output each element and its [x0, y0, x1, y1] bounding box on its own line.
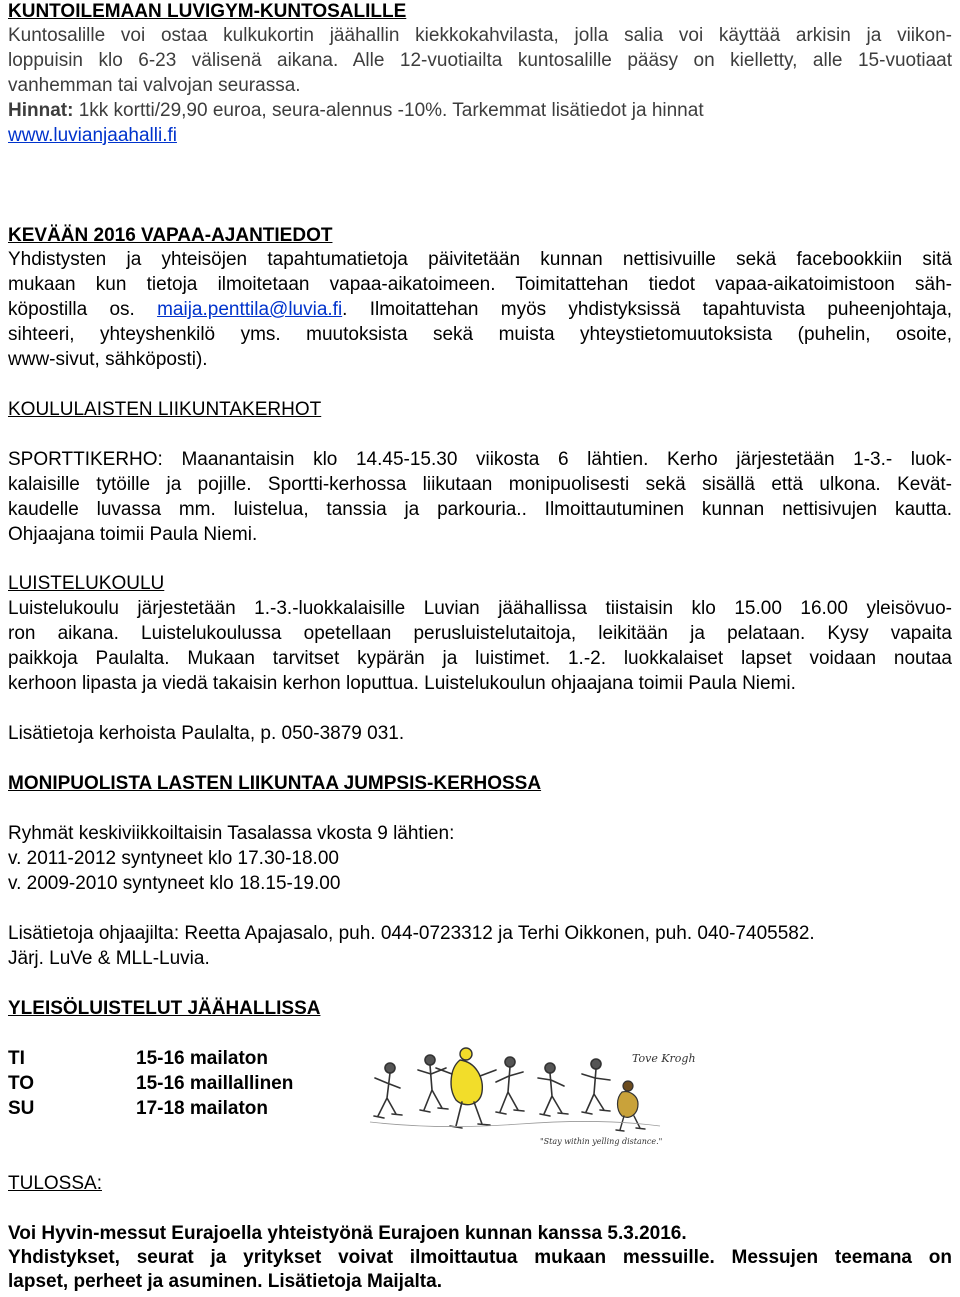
heading-yleisoluistelut: YLEISÖLUISTELUT JÄÄHALLISSA [8, 998, 321, 1019]
paragraph-line: Yhdistykset, seurat ja yritykset voivat ilmoittautua mukaan messuille. Messujen teemana on [8, 1247, 952, 1268]
heading-luistelukoulu: LUISTELUKOULU [8, 573, 165, 594]
schedule-day: TO [8, 1073, 35, 1094]
illustration-caption: "Stay within yelling distance." [540, 1137, 663, 1146]
paragraph-line: Lisätietoja ohjaajilta: Reetta Apajasalo, puh. 044-0723312 ja Terhi Oikkonen, puh. 040-7405582. [8, 923, 815, 944]
heading-kuntoilemaan: KUNTOILEMAAN LUVIGYM-KUNTOSALILLE [8, 1, 407, 22]
email-link[interactable]: maija.penttila@luvia.fi [157, 299, 343, 320]
schedule-time: 17-18 mailaton [136, 1098, 268, 1119]
yellow-skater-figure [436, 1048, 496, 1128]
paragraph-line [8, 99, 704, 123]
skater-figure-1 [374, 1063, 402, 1118]
text-segment: köpostilla os. [8, 299, 158, 320]
schedule-row [8, 1097, 268, 1121]
price-text: 1kk kortti/29,90 euroa, seura-alennus -10%. Tarkemmat lisätiedot ja hinnat [73, 100, 704, 121]
schedule-day: SU [8, 1098, 35, 1119]
paragraph-line: kaudelle luvassa mm. luistelua, tanssia ja parkouria.. Ilmoittautuminen kunnan nettisivujen kautta. [8, 499, 952, 520]
paragraph-line: v. 2009-2010 syntyneet klo 18.15-19.00 [8, 873, 341, 894]
paragraph-line: www-sivut, sähköposti). [8, 349, 208, 370]
paragraph-line: SPORTTIKERHO: Maanantaisin klo 14.45-15.30 viikosta 6 lähtien. Kerho järjestetään 1-3.- luok- [8, 449, 952, 470]
schedule-row [8, 1047, 268, 1071]
skating-illustration [360, 1038, 696, 1150]
heading-koululaisten: KOULULAISTEN LIIKUNTAKERHOT [8, 399, 322, 420]
paragraph-line: kerhoon lipasta ja viedä takaisin kerhon loputtua. Luistelukoulun ohjaajana toimii Paula Niemi. [8, 673, 796, 694]
paragraph-line: loppuisin klo 6-23 välisenä aikana. Alle 12-vuotiailta kuntosalille pääsy on kielletty, alle 15-vuotiaat [8, 50, 952, 71]
paragraph-line: Kuntosalille voi ostaa kulkukortin jäähallin kiekkokahvilasta, jolla salia voi käyttää arkisin ja viikon- [8, 25, 952, 46]
paragraph-line: Ryhmät keskiviikkoiltaisin Tasalassa vkosta 9 lähtien: [8, 823, 455, 844]
heading-vapaa-ajantiedot: KEVÄÄN 2016 VAPAA-AJANTIEDOT [8, 225, 333, 246]
price-label: Hinnat: [8, 100, 74, 121]
website-link[interactable]: www.luvianjaahalli.fi [8, 125, 177, 146]
paragraph-line: Yhdistysten ja yhteisöjen tapahtumatietoja päivitetään kunnan nettisivuille sekä facebookkiin sitä [8, 249, 952, 270]
heading-tulossa: TULOSSA: [8, 1173, 102, 1194]
paragraph-line: lapset, perheet ja asuminen. Lisätietoja Maijalta. [8, 1271, 442, 1292]
skater-figure-5 [582, 1059, 610, 1114]
paragraph-line: vanhemman tai valvojan seurassa. [8, 75, 301, 96]
schedule-row [8, 1072, 293, 1096]
illustration-signature: Tove Krogh [632, 1052, 696, 1065]
link-line [8, 124, 177, 148]
paragraph-line: Voi Hyvin-messut Eurajoella yhteistyönä Eurajoen kunnan kanssa 5.3.2016. [8, 1223, 687, 1244]
skater-figure-2 [418, 1055, 448, 1112]
heading-jumpsis: MONIPUOLISTA LASTEN LIIKUNTAA JUMPSIS-KERHOSSA [8, 773, 542, 794]
paragraph-line: v. 2011-2012 syntyneet klo 17.30-18.00 [8, 848, 339, 869]
paragraph-line [8, 298, 952, 322]
paragraph-line: Lisätietoja kerhoista Paulalta, p. 050-3879 031. [8, 723, 405, 744]
skater-figure-4 [538, 1063, 568, 1116]
paragraph-line: mukaan kun tietoja ilmoitetaan vapaa-aikatoimeen. Toimitattehan tiedot vapaa-aikatoimistoon säh- [8, 274, 952, 295]
paragraph-line: Luistelukoulu järjestetään 1.-3.-luokkalaisille Luvian jäähallissa tiistaisin klo 15.00 16.00 yleisövuo- [8, 598, 952, 619]
paragraph-line: sihteeri, yhteyshenkilö yms. muutoksista sekä muista yhteystietomuutoksista (puhelin, osoite, [8, 324, 952, 345]
paragraph-line: Järj. LuVe & MLL-Luvia. [8, 948, 210, 969]
schedule-day: TI [8, 1048, 25, 1069]
paragraph-line: ron aikana. Luistelukoulussa opetellaan perusluistelutaitoja, leikitään ja pelataan. Kysy vapaita [8, 623, 952, 644]
paragraph-line: kalaisille tytöille ja pojille. Sportti-kerhossa liikutaan monipuolisesti sekä sisällä että ulkona. Kevät- [8, 474, 952, 495]
schedule-time: 15-16 maillallinen [136, 1073, 294, 1094]
schedule-time: 15-16 mailaton [136, 1048, 268, 1069]
text-segment: . Ilmoitattehan myös yhdistyksissä tapahtuvista puheenjohtaja, [342, 299, 952, 320]
paragraph-line: Ohjaajana toimii Paula Niemi. [8, 524, 258, 545]
paragraph-line: paikkoja Paulalta. Mukaan tarvitset kypärän ja luistimet. 1.-2. luokkalaiset lapset voidaan noutaa [8, 648, 952, 669]
skater-figure-3 [496, 1057, 524, 1114]
